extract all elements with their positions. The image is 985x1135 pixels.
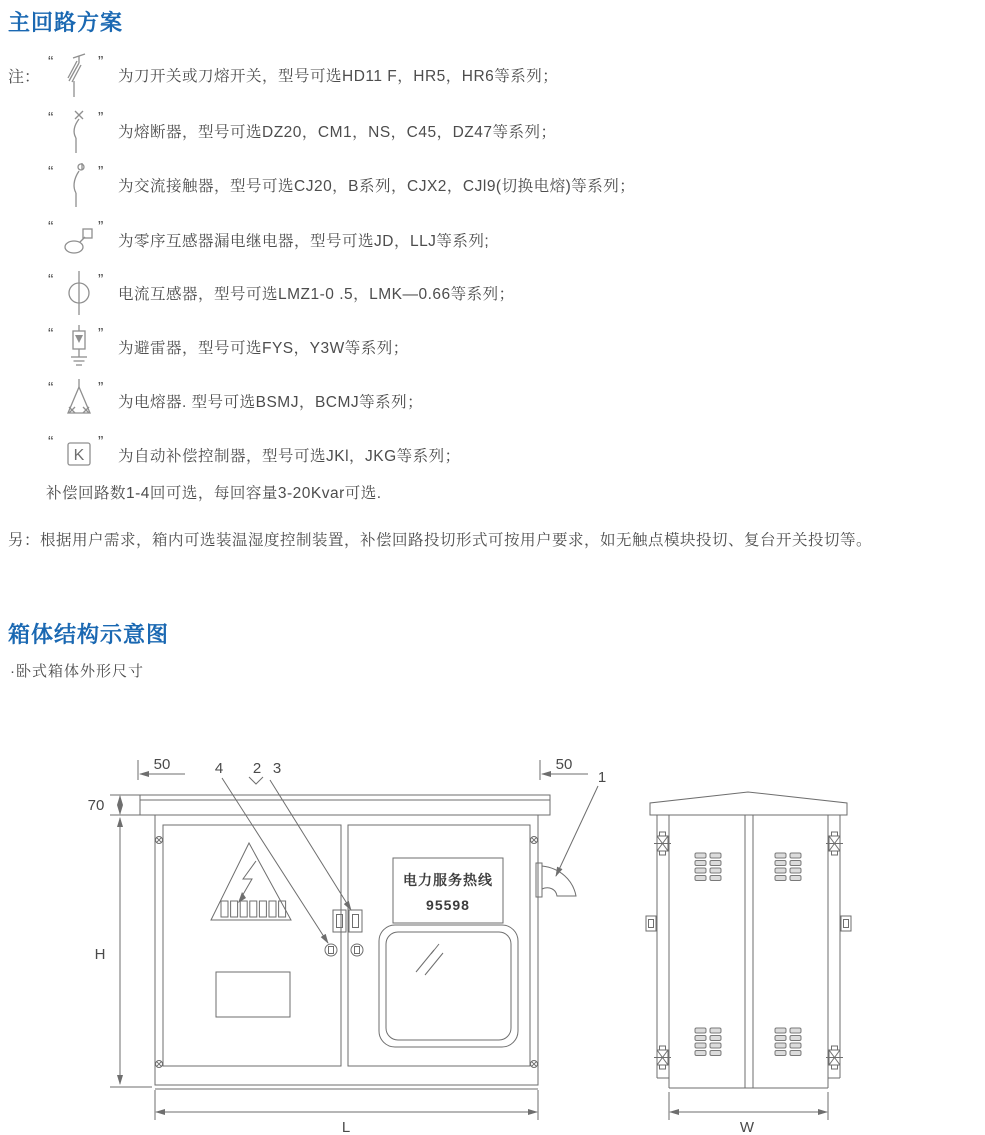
close-quote: ” bbox=[98, 54, 104, 71]
screw bbox=[531, 837, 538, 844]
capacitor-icon bbox=[60, 377, 98, 425]
vent-grid bbox=[695, 853, 721, 881]
additional-note: 另：根据用户需求，箱内可选装温湿度控制装置，补偿回路投切形式可按用户要求，如无触点模块投切、复台开关投切等。 bbox=[8, 532, 873, 549]
vent-grid bbox=[695, 1028, 721, 1056]
current-transformer-icon bbox=[60, 269, 98, 317]
dim-right-overhang: 50 bbox=[555, 756, 573, 773]
front-roof bbox=[140, 795, 550, 815]
close-quote: ” bbox=[98, 164, 104, 181]
fuse-icon bbox=[60, 107, 98, 155]
open-quote: “ bbox=[48, 326, 54, 343]
note-row bbox=[8, 319, 968, 375]
screw bbox=[156, 1061, 163, 1068]
close-quote: ” bbox=[98, 380, 104, 397]
sign-text: 电力服务热线 bbox=[403, 872, 493, 888]
note-row bbox=[8, 427, 968, 483]
k-label: K bbox=[73, 447, 85, 464]
open-quote: “ bbox=[48, 54, 54, 71]
callout-4: 4 bbox=[214, 760, 224, 777]
inspection-window bbox=[379, 925, 518, 1047]
controller-k-icon bbox=[60, 435, 98, 475]
callout-2: 2 bbox=[252, 760, 262, 777]
ac-contactor-icon bbox=[60, 161, 98, 209]
knife-switch-icon bbox=[60, 51, 98, 99]
close-quote: ” bbox=[98, 219, 104, 236]
dim-roof-height: 70 bbox=[87, 797, 105, 814]
callout-3: 3 bbox=[272, 760, 282, 777]
note-row bbox=[8, 373, 968, 429]
vent-grid bbox=[775, 853, 801, 881]
screw bbox=[531, 1061, 538, 1068]
dim-height: H bbox=[94, 946, 106, 963]
open-quote: “ bbox=[48, 434, 54, 451]
front-dimensions bbox=[88, 756, 607, 1135]
close-quote: ” bbox=[98, 272, 104, 289]
note-row bbox=[8, 157, 968, 213]
close-quote: ” bbox=[98, 434, 104, 451]
service-hotline-sign bbox=[393, 858, 503, 923]
zero-sequence-ct-icon bbox=[60, 216, 98, 264]
section-subtitle: ·卧式箱体外形尺寸 bbox=[10, 663, 144, 680]
side-view bbox=[646, 792, 851, 1135]
close-quote: ” bbox=[98, 326, 104, 343]
sign-number: 95598 bbox=[426, 897, 470, 913]
note-text: 为刀开关或刀熔开关，型号可选HD11 F，HR5，HR6等系列； bbox=[118, 68, 559, 85]
open-quote: “ bbox=[48, 219, 54, 236]
side-roof bbox=[650, 792, 847, 815]
dim-length: L bbox=[341, 1119, 351, 1135]
note-row bbox=[8, 265, 968, 321]
note-text: 为交流接触器，型号可选CJ20，B系列，CJX2，CJl9(切换电熔)等系列； bbox=[118, 178, 636, 195]
note-text: 为电熔器. 型号可选BSMJ，BCMJ等系列； bbox=[118, 394, 424, 411]
open-quote: “ bbox=[48, 110, 54, 127]
side-latch bbox=[646, 916, 851, 931]
callout-1: 1 bbox=[597, 769, 607, 786]
compensation-note: 补偿回路数1-4回可选，每回容量3-20Kvar可选. bbox=[46, 485, 382, 502]
warning-triangle bbox=[211, 843, 291, 920]
cable-spout bbox=[536, 863, 576, 897]
open-quote: “ bbox=[48, 272, 54, 289]
note-row bbox=[8, 103, 968, 159]
dim-width: W bbox=[739, 1119, 755, 1135]
nameplate bbox=[216, 972, 290, 1017]
cabinet-structure-drawing bbox=[0, 740, 985, 1135]
arrester-icon bbox=[60, 323, 98, 371]
note-text: 为避雷器，型号可选FYS，Y3W等系列； bbox=[118, 340, 409, 357]
left-door bbox=[163, 825, 341, 1066]
front-body bbox=[155, 815, 538, 1085]
note-text: 电流互感器，型号可选LMZ1-0 .5，LMK—0.66等系列； bbox=[118, 286, 515, 303]
open-quote: “ bbox=[48, 164, 54, 181]
screw bbox=[156, 837, 163, 844]
note-text: 为零序互感器漏电继电器，型号可选JD，LLJ等系列; bbox=[118, 233, 490, 250]
note-text: 为熔断器，型号可选DZ20，CM1，NS，C45，DZ47等系列； bbox=[118, 124, 557, 141]
note-row bbox=[8, 212, 968, 268]
open-quote: “ bbox=[48, 380, 54, 397]
dim-left-overhang: 50 bbox=[153, 756, 171, 773]
close-quote: ” bbox=[98, 110, 104, 127]
note-prefix: 注： bbox=[8, 68, 41, 86]
door-lock bbox=[325, 944, 363, 956]
note-text: 为自动补偿控制器，型号可选JKl，JKG等系列； bbox=[118, 448, 461, 465]
section-title: 箱体结构示意图 bbox=[8, 622, 170, 647]
vent-grid bbox=[775, 1028, 801, 1056]
page-title: 主回路方案 bbox=[8, 10, 124, 35]
note-row bbox=[8, 47, 968, 103]
front-view bbox=[140, 795, 576, 1089]
